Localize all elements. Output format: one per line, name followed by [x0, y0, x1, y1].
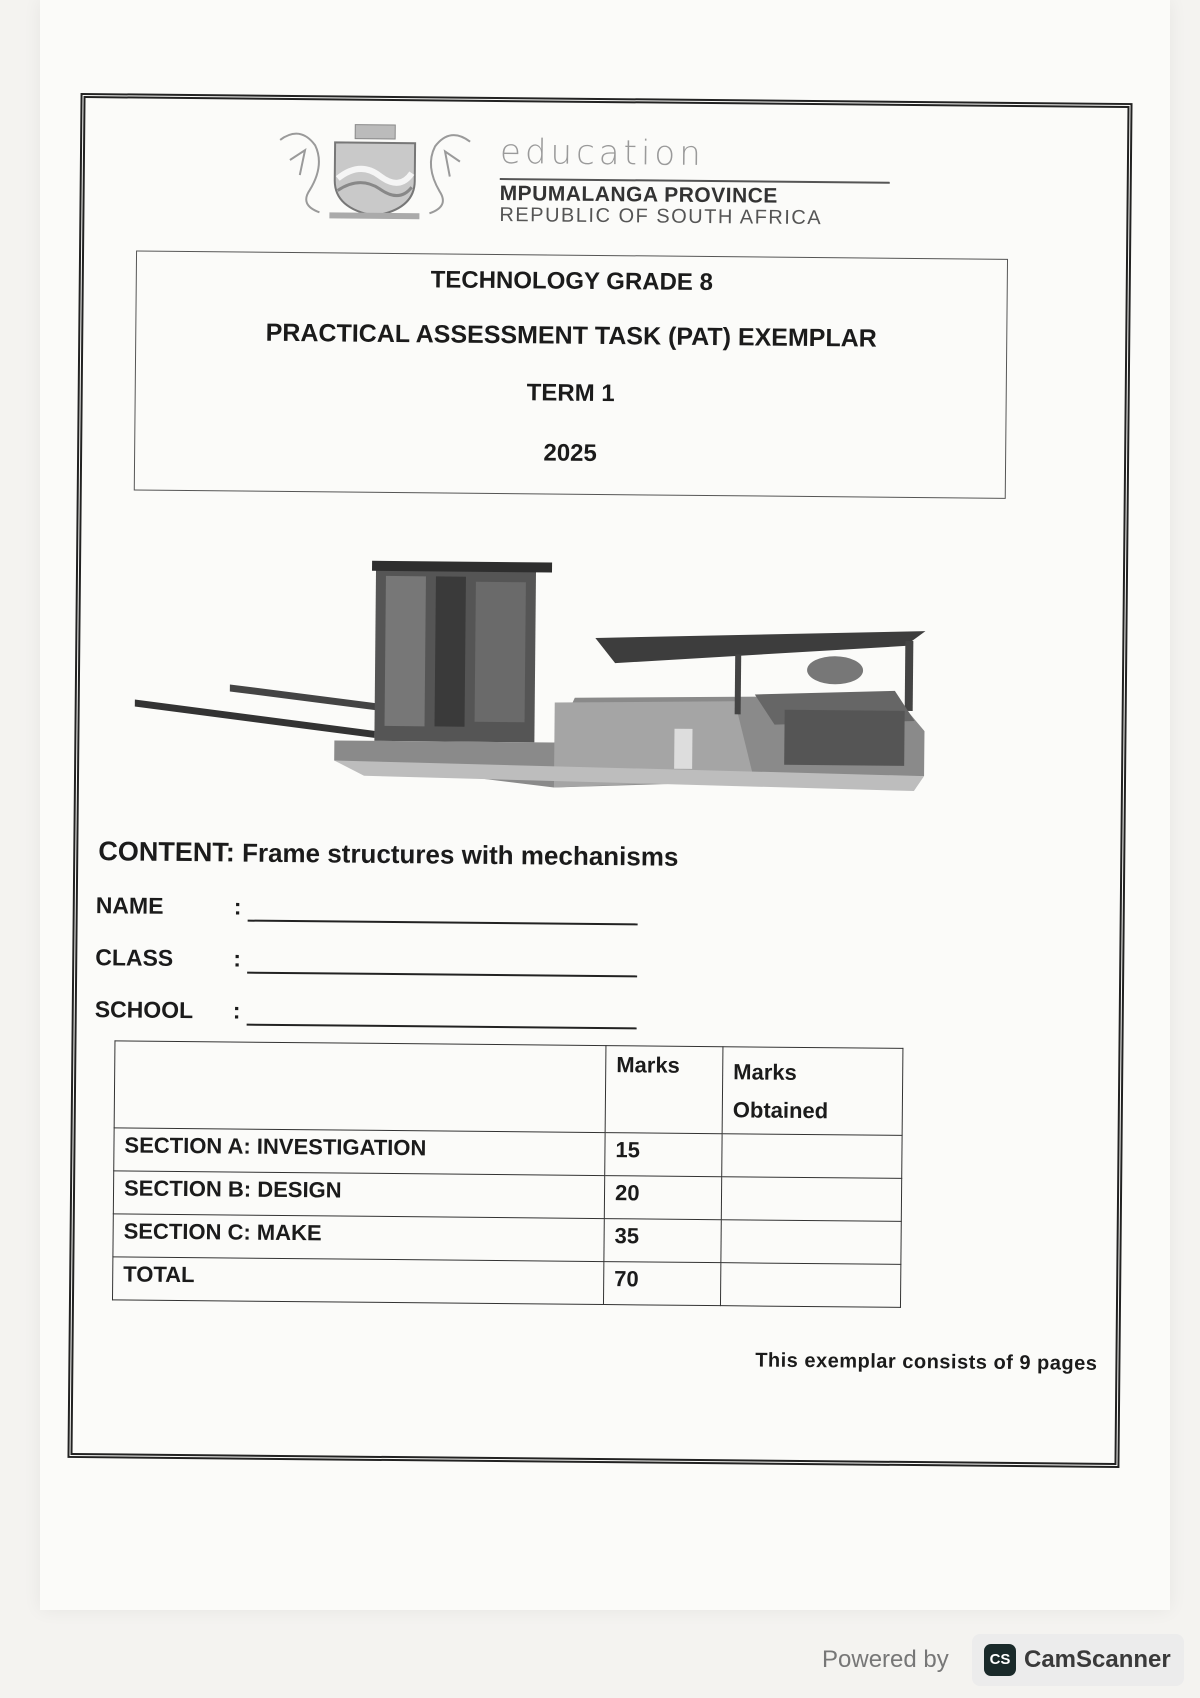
department-logo	[269, 120, 920, 231]
year-label: 2025	[543, 439, 597, 467]
header-obtained-line2: Obtained	[732, 1097, 829, 1124]
powered-by-label: Powered by	[822, 1646, 949, 1673]
obtained-cell[interactable]	[722, 1134, 902, 1179]
subject-title: TECHNOLOGY GRADE 8	[430, 266, 714, 297]
class-field[interactable]	[95, 940, 695, 986]
country-name: REPUBLIC OF SOUTH AFRICA	[499, 204, 823, 230]
class-label: CLASS	[95, 944, 174, 971]
obtained-cell[interactable]	[721, 1220, 901, 1265]
task-title: PRACTICAL ASSESSMENT TASK (PAT) EXEMPLAR	[265, 318, 877, 353]
header-marks-cell: Marks	[605, 1046, 723, 1134]
school-blank-line[interactable]	[247, 1024, 637, 1030]
school-field[interactable]	[95, 992, 695, 1038]
marks-cell: 70	[603, 1262, 720, 1306]
header-obtained-line1: Marks	[733, 1059, 797, 1085]
class-separator: :	[233, 945, 242, 972]
school-label: SCHOOL	[94, 996, 194, 1024]
marks-cell: 35	[604, 1219, 721, 1263]
table-row	[113, 1214, 901, 1265]
header-section-cell	[114, 1041, 606, 1133]
province-name: MPUMALANGA PROVINCE	[499, 182, 778, 208]
section-cell: TOTAL	[112, 1257, 603, 1305]
table-row	[114, 1128, 902, 1179]
header-obtained-cell	[722, 1047, 903, 1136]
cover-page-border	[67, 93, 1132, 1468]
section-cell: SECTION A: INVESTIGATION	[114, 1128, 605, 1176]
section-cell: SECTION B: DESIGN	[113, 1171, 604, 1219]
table-row	[113, 1171, 901, 1222]
name-field[interactable]	[96, 888, 696, 934]
marks-table-header	[114, 1041, 903, 1136]
name-blank-line[interactable]	[248, 920, 638, 926]
obtained-cell[interactable]	[721, 1177, 901, 1222]
section-cell: SECTION C: MAKE	[113, 1214, 604, 1262]
table-row-total	[112, 1257, 900, 1308]
school-separator: :	[232, 997, 241, 1024]
marks-cell: 15	[605, 1133, 722, 1177]
marks-cell: 20	[604, 1176, 721, 1220]
name-label: NAME	[95, 892, 164, 919]
coat-of-arms-icon	[269, 120, 480, 222]
forklift-illustration	[134, 524, 997, 812]
content-value: Frame structures with mechanisms	[241, 837, 679, 872]
page-count-note: This exemplar consists of 9 pages	[755, 1349, 1098, 1375]
title-box	[134, 251, 1008, 499]
content-description	[98, 836, 678, 873]
class-blank-line[interactable]	[247, 972, 637, 978]
education-wordmark: education	[499, 132, 705, 174]
name-separator: :	[233, 893, 242, 920]
content-label: CONTENT:	[98, 836, 235, 868]
camscanner-logo-icon: CS	[984, 1644, 1016, 1676]
camscanner-name: CamScanner	[1024, 1646, 1171, 1673]
obtained-cell[interactable]	[720, 1263, 900, 1308]
marks-table	[112, 1040, 903, 1308]
term-label: TERM 1	[526, 379, 615, 408]
camscanner-badge	[972, 1634, 1184, 1686]
